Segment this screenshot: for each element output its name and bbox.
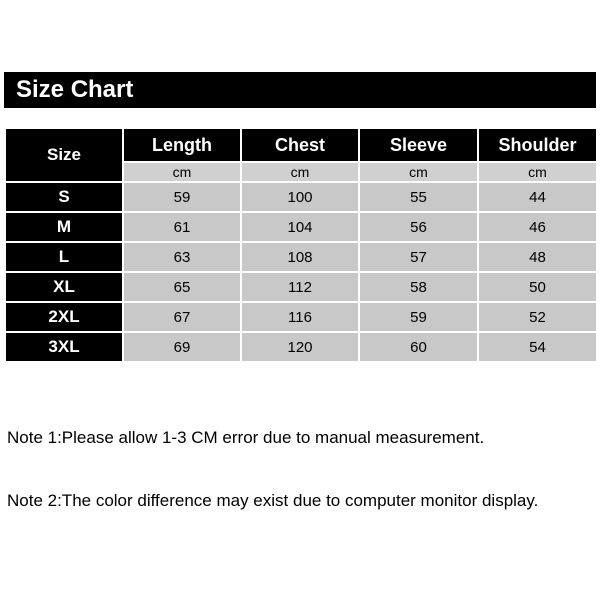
column-header-chest: Chest xyxy=(241,128,359,162)
table-cell: 57 xyxy=(359,242,478,272)
title-bar xyxy=(4,72,596,108)
unit-cell: cm xyxy=(123,162,241,182)
size-label: 3XL xyxy=(5,332,123,362)
size-label: S xyxy=(5,182,123,212)
unit-cell: cm xyxy=(241,162,359,182)
table-cell: 65 xyxy=(123,272,241,302)
table-row xyxy=(5,242,597,272)
table-cell: 59 xyxy=(123,182,241,212)
table-row xyxy=(5,212,597,242)
table-cell: 112 xyxy=(241,272,359,302)
header-row xyxy=(5,128,597,162)
column-header-length: Length xyxy=(123,128,241,162)
table-cell: 63 xyxy=(123,242,241,272)
table-cell: 56 xyxy=(359,212,478,242)
column-header-sleeve: Sleeve xyxy=(359,128,478,162)
table-cell: 48 xyxy=(478,242,597,272)
table-cell: 50 xyxy=(478,272,597,302)
table-cell: 46 xyxy=(478,212,597,242)
table-cell: 100 xyxy=(241,182,359,212)
size-chart-table xyxy=(4,127,598,363)
table-cell: 44 xyxy=(478,182,597,212)
table-cell: 69 xyxy=(123,332,241,362)
table-row xyxy=(5,302,597,332)
table-cell: 52 xyxy=(478,302,597,332)
size-label: M xyxy=(5,212,123,242)
size-label: 2XL xyxy=(5,302,123,332)
table-row xyxy=(5,332,597,362)
note-measurement-error: Note 1:Please allow 1-3 CM error due to manual measurement. xyxy=(7,428,485,447)
table-cell: 104 xyxy=(241,212,359,242)
table-cell: 58 xyxy=(359,272,478,302)
table-row xyxy=(5,272,597,302)
table-row xyxy=(5,182,597,212)
table-cell: 108 xyxy=(241,242,359,272)
column-header-shoulder: Shoulder xyxy=(478,128,597,162)
note-color-difference: Note 2:The color difference may exist due to computer monitor display. xyxy=(7,491,539,510)
table-cell: 67 xyxy=(123,302,241,332)
table-cell: 55 xyxy=(359,182,478,212)
table-cell: 60 xyxy=(359,332,478,362)
unit-cell: cm xyxy=(359,162,478,182)
size-label: L xyxy=(5,242,123,272)
table-cell: 120 xyxy=(241,332,359,362)
table-cell: 59 xyxy=(359,302,478,332)
size-label: XL xyxy=(5,272,123,302)
table-cell: 116 xyxy=(241,302,359,332)
size-column-header: Size xyxy=(5,128,123,182)
table-cell: 54 xyxy=(478,332,597,362)
page-title: Size Chart xyxy=(16,76,134,103)
unit-cell: cm xyxy=(478,162,597,182)
table-cell: 61 xyxy=(123,212,241,242)
